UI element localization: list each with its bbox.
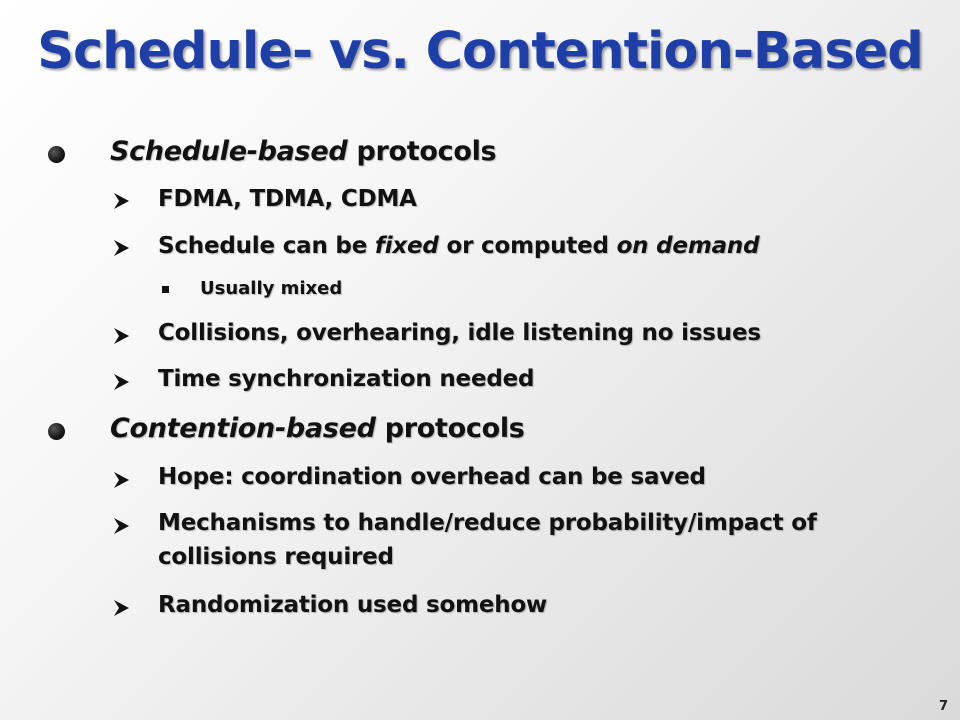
round-bullet-icon xyxy=(48,146,65,163)
arrowhead-bullet-icon xyxy=(112,191,132,211)
bullet-item: Collisions, overhearing, idle listening no issues xyxy=(158,320,761,346)
heading-rest: protocols xyxy=(375,413,525,444)
square-bullet-icon xyxy=(162,286,169,293)
arrowhead-bullet-icon xyxy=(112,372,132,392)
arrowhead-bullet-icon xyxy=(112,598,132,618)
bullet-item: Randomization used somehow xyxy=(158,592,548,618)
arrowhead-bullet-icon xyxy=(112,326,132,346)
emphasis-text: fixed xyxy=(374,233,439,259)
page-number: 7 xyxy=(938,699,948,714)
slide-title: Schedule- vs. Contention-Based xyxy=(37,22,923,81)
sub-bullet-item: Usually mixed xyxy=(200,278,343,299)
arrowhead-bullet-icon xyxy=(112,238,132,258)
heading-emphasis: Schedule-based xyxy=(110,136,348,167)
heading-emphasis: Contention-based xyxy=(110,413,376,444)
bullet-item-line-1: Mechanisms to handle/reduce probability/impact of xyxy=(158,510,817,536)
section-heading-schedule xyxy=(110,136,496,167)
round-bullet-icon xyxy=(48,423,65,440)
bullet-item: FDMA, TDMA, CDMA xyxy=(158,186,417,212)
emphasis-text: on demand xyxy=(616,233,760,259)
heading-rest: protocols xyxy=(347,136,497,167)
bullet-item: Time synchronization needed xyxy=(158,366,535,392)
arrowhead-bullet-icon xyxy=(112,470,132,490)
bullet-item-line-2: collisions required xyxy=(158,544,394,570)
bullet-item xyxy=(158,233,759,259)
bullet-text: Schedule can be xyxy=(158,233,375,259)
bullet-item: Hope: coordination overhead can be saved xyxy=(158,464,706,490)
bullet-text: or computed xyxy=(438,233,617,259)
section-heading-contention xyxy=(110,413,525,444)
arrowhead-bullet-icon xyxy=(112,516,132,536)
